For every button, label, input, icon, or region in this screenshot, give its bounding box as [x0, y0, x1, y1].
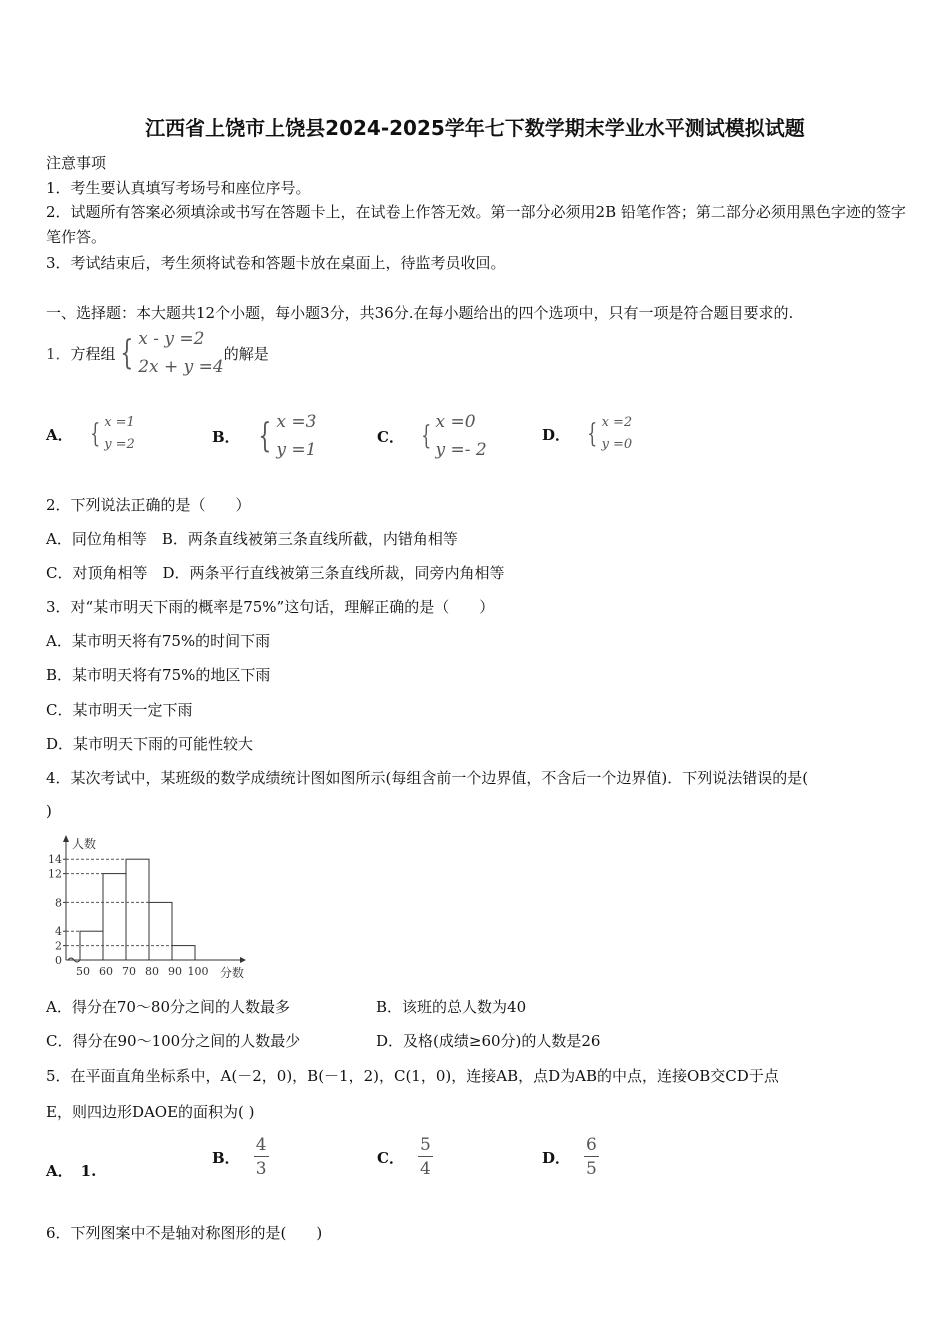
y-tick-label: 0 [55, 954, 62, 967]
y-axis-arrow [63, 835, 69, 842]
histogram-bar [126, 859, 149, 960]
x-tick-label: 60 [99, 965, 113, 978]
notice-item-2: 2．试题所有答案必须填涂或书写在答题卡上，在试卷上作答无效。第一部分必须用2B 铅笔作答；第二部分必须用黑色字迹的签字笔作答。 [46, 203, 906, 246]
histogram-bar [103, 874, 126, 960]
question-3-option-b[interactable]: B．某市明天将有75%的地区下雨 [46, 666, 271, 684]
question-2-options-row-1[interactable]: A．同位角相等 B．两条直线被第三条直线所截，内错角相等 [46, 530, 458, 548]
y-tick-label: 12 [48, 867, 62, 881]
question-5-option-a[interactable]: A． 1. [46, 1162, 97, 1180]
question-2-options-row-2[interactable]: C．对顶角相等 D．两条平行直线被第三条直线所裁，同旁内角相等 [46, 564, 505, 582]
question-5-option-b[interactable]: B． $\frac{4}{3}$ [212, 1135, 267, 1179]
histogram-bar [149, 902, 172, 960]
x-axis-arrow [240, 957, 246, 963]
y-tick-label: 4 [55, 925, 62, 939]
question-4-option-d[interactable]: D．及格(成绩≥60分)的人数是26 [376, 1032, 601, 1050]
y-tick-label: 14 [48, 853, 62, 867]
option-d[interactable]: D． { x =2 y =0 [542, 415, 633, 452]
fraction: $\frac{6}{5}$ [586, 1135, 597, 1179]
notice-item-3: 3．考试结束后，考生须将试卷和答题卡放在桌面上，待监考员收回。 [46, 254, 506, 272]
question-5-line-1: 5．在平面直角坐标系中，A(－2，0)，B(－1，2)，C(1，0)，连接AB，点D为AB的中点，连接OB交CD于点 [46, 1067, 779, 1085]
question-5-line-2: E，则四边形DAOE的面积为( ) [46, 1103, 255, 1121]
x-tick-label: 100 [187, 965, 209, 978]
question-4-stem: 4．某次考试中，某班级的数学成绩统计图如图所示(每组含前一个边界值，不含后一个边界值)．下列说法错误的是( [46, 769, 809, 787]
question-1-tail: 的解是 [223, 344, 269, 363]
fraction: $\frac{5}{4}$ [419, 1135, 431, 1179]
question-3-option-d[interactable]: D．某市明天下雨的可能性较大 [46, 735, 254, 753]
histogram-bar [172, 946, 195, 960]
y-tick-label: 8 [55, 896, 62, 910]
question-4-stem-end: ) [46, 802, 52, 820]
question-2-stem: 2．下列说法正确的是（ ） [46, 496, 251, 514]
question-4-option-a[interactable]: A．得分在70～80分之间的人数最多 [46, 998, 291, 1016]
y-axis-label: 人数 [72, 837, 97, 851]
question-4-option-b[interactable]: B．该班的总人数为40 [376, 998, 527, 1016]
option-c[interactable]: C． { x =0 y =- 2 [377, 412, 487, 460]
question-4-option-c[interactable]: C．得分在90～100分之间的人数最少 [46, 1032, 301, 1050]
x-tick-label: 50 [76, 965, 90, 978]
section-heading: 一、选择题：本大题共12个小题，每小题3分，共36分.在每小题给出的四个选项中，只有一项是符合题目要求的. [46, 304, 794, 322]
x-tick-label: 70 [122, 965, 136, 978]
question-5-option-c[interactable]: C． $\frac{5}{4}$ [377, 1135, 431, 1179]
question-1-stem: 1．方程组 [46, 344, 116, 363]
question-3-option-c[interactable]: C．某市明天一定下雨 [46, 701, 193, 719]
question-3-option-a[interactable]: A．某市明天将有75%的时间下雨 [46, 632, 271, 650]
question-1 [46, 325, 269, 381]
x-tick-label: 90 [168, 965, 182, 978]
question-3-stem: 3．对“某市明天下雨的概率是75%”这句话，理解正确的是（ ） [46, 598, 495, 616]
y-tick-label: 2 [55, 939, 62, 953]
brace-symbol: { [119, 333, 133, 373]
option-a[interactable]: A． { x =1 y =2 [46, 415, 135, 452]
notice-heading: 注意事项 [46, 154, 107, 172]
notice-item-1: 1．考生要认真填写考场号和座位序号。 [46, 179, 311, 197]
x-tick-label: 80 [145, 965, 159, 978]
histogram-chart [40, 832, 270, 982]
fraction: $\frac{4}{3}$ [255, 1135, 267, 1179]
x-axis-label: 分数 [220, 966, 245, 980]
question-6-stem: 6．下列图案中不是轴对称图形的是( ) [46, 1224, 323, 1242]
option-b[interactable]: B． { x =3 y =1 [212, 412, 317, 460]
question-5-option-d[interactable]: D． $\frac{6}{5}$ [542, 1135, 597, 1179]
equation-system: x - y =2 2x + y =4 [138, 329, 224, 377]
page-title: 江西省上饶市上饶县2024-2025学年七下数学期末学业水平测试模拟试题 [145, 116, 805, 140]
